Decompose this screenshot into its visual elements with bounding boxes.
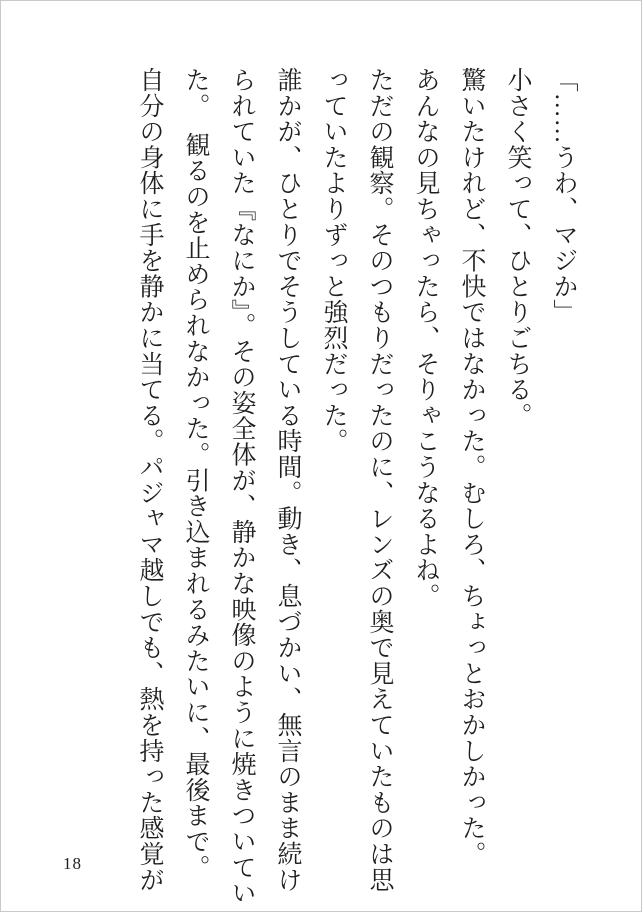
text-line: 小さく笑って、ひとりごちる。 (504, 67, 531, 429)
text-line: っていたよりずっと強烈だった。 (320, 67, 347, 454)
text-line: あんなの見ちゃったら、そりゃこうなるよね。 (412, 67, 439, 609)
vertical-text-body (126, 67, 586, 906)
text-line: た。 観るのを止められなかった。引き込まれるみたいに、最後まで。 (182, 67, 209, 881)
text-line: 「……うわ、マジか」 (550, 67, 577, 325)
text-line: られていた『なにか』。その姿全体が、静かな映像のように焼きついてい (228, 67, 255, 906)
text-line: 驚いたけれど、不快ではなかった。むしろ、ちょっとおかしかった。 (458, 67, 485, 867)
text-line: ただの観察。そのつもりだったのに、レンズの奥で見えていたものは思 (366, 67, 393, 893)
text-line: 誰かが、ひとりでそうしている時間。動き、息づかい、無言のまま続け (274, 67, 301, 893)
page-number: 18 (63, 854, 82, 873)
text-line: 自分の身体に手を静かに当てる。パジャマ越しでも、熱を持った感覚が (136, 67, 163, 893)
